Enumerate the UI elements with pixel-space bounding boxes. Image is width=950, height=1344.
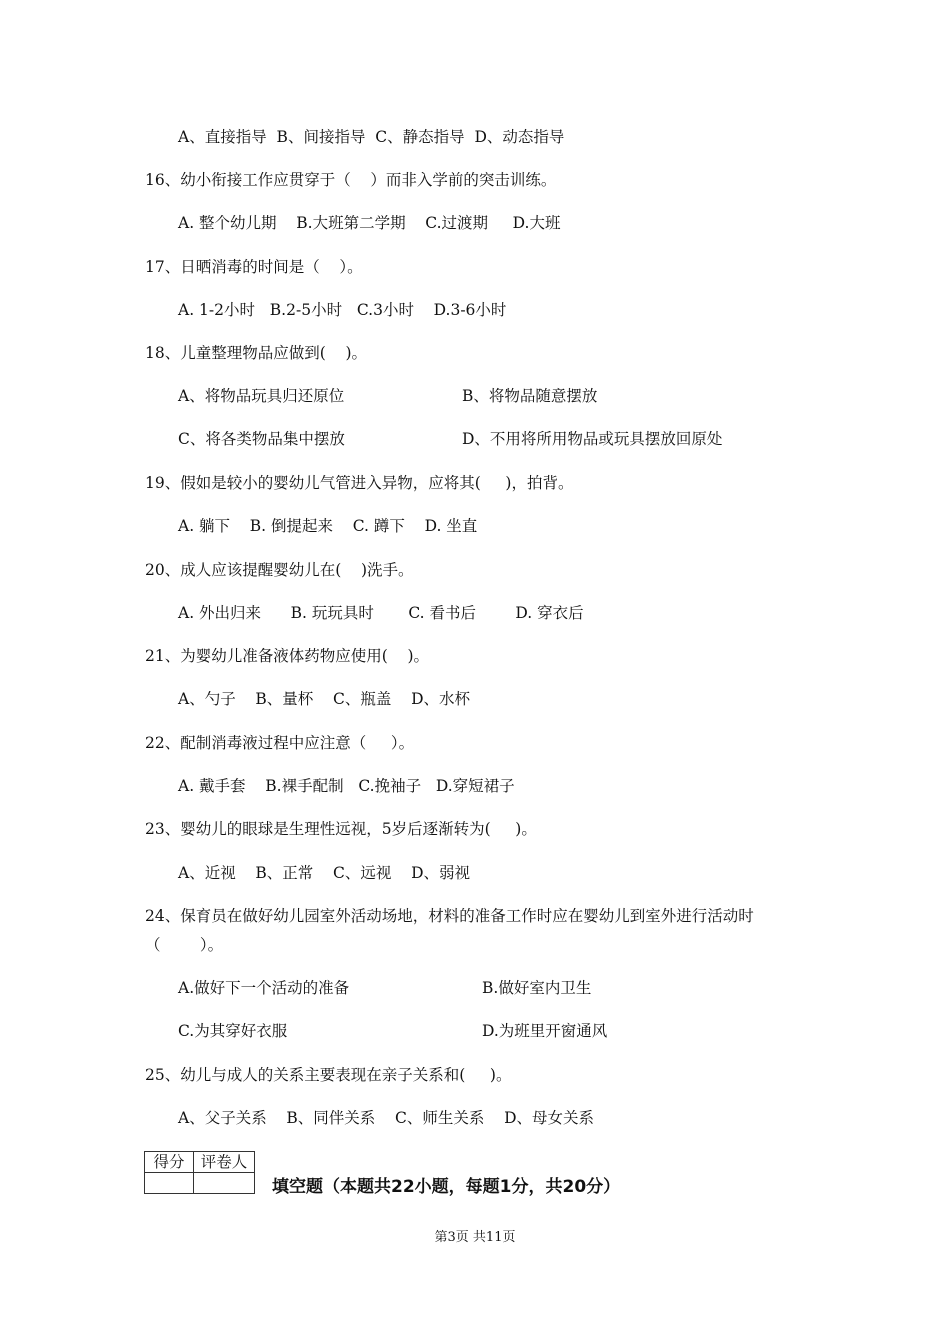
question-24-continued: （ ）。: [145, 936, 224, 954]
question-17: 17、日晒消毒的时间是（ ）。: [145, 258, 363, 276]
options-17: A. 1-2小时 B.2-5小时 C.3小时 D.3-6小时: [178, 301, 507, 319]
option-24a: A.做好下一个活动的准备: [178, 979, 350, 997]
question-25: 25、幼儿与成人的关系主要表现在亲子关系和( )。: [145, 1066, 512, 1084]
option-18d: D、不用将所用物品或玩具摆放回原处: [462, 430, 723, 448]
options-22: A. 戴手套 B.裸手配制 C.挽袖子 D.穿短裙子: [178, 777, 515, 795]
option-24b: B.做好室内卫生: [482, 979, 592, 997]
score-table: [144, 1151, 255, 1194]
option-18c: C、将各类物品集中摆放: [178, 430, 345, 448]
question-22: 22、配制消毒液过程中应注意（ ）。: [145, 734, 415, 752]
section-title: 填空题（本题共22小题，每题1分，共20分）: [272, 1177, 621, 1197]
options-20: A. 外出归来 B. 玩玩具时 C. 看书后 D. 穿衣后: [178, 604, 584, 622]
question-23: 23、婴幼儿的眼球是生理性远视，5岁后逐渐转为( )。: [145, 820, 537, 838]
score-header: 得分: [145, 1152, 194, 1173]
options-19: A. 躺下 B. 倒提起来 C. 蹲下 D. 坐直: [178, 517, 478, 535]
grader-header: 评卷人: [194, 1152, 255, 1173]
options-25: A、父子关系 B、同伴关系 C、师生关系 D、母女关系: [178, 1109, 594, 1127]
option-24c: C.为其穿好衣服: [178, 1022, 288, 1040]
options-16: A. 整个幼儿期 B.大班第二学期 C.过渡期 D.大班: [178, 214, 561, 232]
question-19: 19、假如是较小的婴幼儿气管进入异物，应将其( )，拍背。: [145, 474, 574, 492]
page-footer: 第3页 共11页: [434, 1230, 516, 1245]
option-24d: D.为班里开窗通风: [482, 1022, 608, 1040]
question-21: 21、为婴幼儿准备液体药物应使用( )。: [145, 647, 430, 665]
option-18a: A、将物品玩具归还原位: [178, 387, 345, 405]
options-23: A、近视 B、正常 C、远视 D、弱视: [178, 864, 470, 882]
question-24: 24、保育员在做好幼儿园室外活动场地，材料的准备工作时应在婴幼儿到室外进行活动时: [145, 907, 754, 925]
question-18: 18、儿童整理物品应做到( )。: [145, 344, 368, 362]
question-20: 20、成人应该提醒婴幼儿在( )洗手。: [145, 561, 414, 579]
options-21: A、勺子 B、量杯 C、瓶盖 D、水杯: [178, 690, 470, 708]
score-cell: [145, 1173, 194, 1194]
question-16: 16、幼小衔接工作应贯穿于（ ）而非入学前的突击训练。: [145, 171, 557, 189]
grader-cell: [194, 1173, 255, 1194]
options-line: A、直接指导 B、间接指导 C、静态指导 D、动态指导: [178, 128, 565, 146]
option-18b: B、将物品随意摆放: [462, 387, 598, 405]
